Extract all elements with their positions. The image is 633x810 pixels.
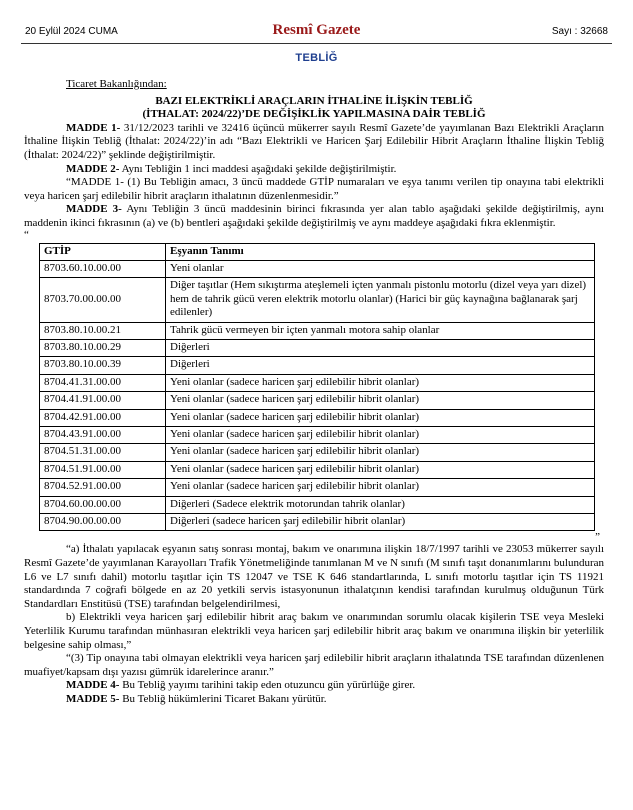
page-header: [21, 18, 612, 42]
issue-date: 20 Eylül 2024 CUMA: [25, 26, 118, 37]
paragraph-b: b) Elektrikli veya haricen şarj edilebilir hibrit araç bakım ve onarımından sorumlu olacak kişilerin TSE veya Mesleki Yeterlilik Kurumu tarafından münhasıran elektrikli veya haricen şarj edilebilir hibrit araç bakım ve onarımına ilişkin bir yeterlilik belgesine sahip olması,”: [24, 611, 604, 651]
description-cell: Diğerleri (Sadece elektrik motorundan tahrik olanlar): [166, 496, 595, 513]
paragraph-3: “(3) Tip onayına tabi olmayan elektrikli veya haricen şarj edilebilir hibrit araçların ithalatında TSE tarafından düzenlenen muafiyet/kapsam dışı yazısı gümrük idarelerince aranır.”: [24, 652, 604, 678]
gtip-code-cell: 8703.70.00.00.00: [40, 278, 166, 322]
gazette-name: Resmî Gazete: [272, 22, 361, 38]
article-1: [24, 122, 604, 163]
gtip-code-cell: 8704.41.91.00.00: [40, 392, 166, 409]
description-cell: Diğerleri (sadece haricen şarj edilebilir hibrit olanlar): [166, 514, 595, 531]
article-1-label: MADDE 1-: [66, 121, 121, 134]
document-body: [24, 78, 604, 707]
article-4: [24, 679, 604, 693]
description-cell: Diğer taşıtlar (Hem sıkıştırma ateşlemeli içten yanmalı pistonlu motorlu (dizel veya yarı dizel) hem de tahrik gücü veren elektrik motorlu olanlar) (Harici bir güç kaynağına bağlanarak şarj edilenler): [166, 278, 595, 322]
gtip-code-cell: 8704.43.91.00.00: [40, 427, 166, 444]
description-cell: Yeni olanlar (sadece haricen şarj edilebilir hibrit olanlar): [166, 392, 595, 409]
gtip-code-cell: 8703.80.10.00.39: [40, 357, 166, 374]
section-title: TEBLİĞ: [295, 52, 338, 64]
description-cell: Yeni olanlar (sadece haricen şarj edilebilir hibrit olanlar): [166, 444, 595, 461]
description-cell: Tahrik gücü vermeyen bir içten yanmalı motora sahip olanlar: [166, 322, 595, 339]
description-cell: Yeni olanlar (sadece haricen şarj edilebilir hibrit olanlar): [166, 427, 595, 444]
description-cell: Yeni olanlar (sadece haricen şarj edilebilir hibrit olanlar): [166, 374, 595, 391]
article-2: [24, 163, 604, 177]
document-title: [24, 95, 604, 122]
gtip-code-cell: 8704.41.31.00.00: [40, 374, 166, 391]
article-2-text: Aynı Tebliğin 1 inci maddesi aşağıdaki şekilde değiştirilmiştir.: [119, 162, 397, 175]
article-4-label: MADDE 4-: [66, 679, 120, 692]
open-quote: “: [24, 228, 29, 241]
description-cell: Yeni olanlar (sadece haricen şarj edilebilir hibrit olanlar): [166, 461, 595, 478]
article-5-text: Bu Tebliğ hükümlerini Ticaret Bakanı yürütür.: [119, 692, 327, 705]
gtip-code-cell: 8704.51.31.00.00: [40, 444, 166, 461]
table-row: [40, 461, 595, 478]
article-3-label: MADDE 3-: [66, 203, 122, 216]
table-row: [40, 496, 595, 513]
table-body: [40, 260, 595, 531]
table-row: [40, 322, 595, 339]
gtip-code-cell: 8703.60.10.00.00: [40, 260, 166, 277]
table-row: [40, 374, 595, 391]
table-row: [40, 357, 595, 374]
gtip-code-cell: 8704.60.00.00.00: [40, 496, 166, 513]
description-cell: Diğerleri: [166, 357, 595, 374]
gtip-code-cell: 8704.52.91.00.00: [40, 479, 166, 496]
article-3: [24, 203, 604, 230]
article-2-quote: “MADDE 1- (1) Bu Tebliğin amacı, 3 üncü maddede GTİP numaraları ve eşya tanımı verilen tip onayına tabi elektrikli veya haricen şarj edilebilir hibrit araçların ithalatının düzenlenmesidir.”: [24, 176, 604, 202]
article-4-text: Bu Tebliğ yayımı tarihini takip eden otuzuncu gün yürürlüğe girer.: [119, 679, 416, 692]
title-line-2: (İTHALAT: 2024/22)’DE DEĞİŞİKLİK YAPILMASINA DAİR TEBLİĞ: [142, 108, 486, 121]
gtip-code-cell: 8703.80.10.00.29: [40, 339, 166, 356]
table-row: [40, 479, 595, 496]
article-5: [24, 693, 604, 707]
close-quote: ”: [595, 531, 600, 544]
description-cell: Yeni olanlar: [166, 260, 595, 277]
gtip-code-cell: 8704.42.91.00.00: [40, 409, 166, 426]
description-cell: Yeni olanlar (sadece haricen şarj edilebilir hibrit olanlar): [166, 479, 595, 496]
gtip-code-cell: 8703.80.10.00.21: [40, 322, 166, 339]
gtip-code-cell: 8704.90.00.00.00: [40, 514, 166, 531]
table-row: [40, 444, 595, 461]
table-row: [40, 427, 595, 444]
ministry-name: Ticaret Bakanlığından:: [66, 78, 167, 90]
col-header-description: Eşyanın Tanımı: [166, 243, 595, 260]
table-row: [40, 278, 595, 322]
article-1-text: 31/12/2023 tarihli ve 32416 üçüncü mükerrer sayılı Resmî Gazete’de yayımlanan Bazı Elektrikli Araçların İthaline İlişkin Tebliğ (İthalat: 2024/22)’in adı “Bazı Elektrikli ve Haricen Şarj Edilebilir Hibrit Araçların İthaline İlişkin Tebliğ (İthalat: 2024/22)” şeklinde değiştirilmiştir.: [24, 121, 604, 161]
table-row: [40, 392, 595, 409]
table-row: [40, 514, 595, 531]
table-header-row: [40, 243, 595, 260]
table-row: [40, 409, 595, 426]
article-3-text: Aynı Tebliğin 3 üncü maddesinin birinci fıkrasında yer alan tablo aşağıdaki şekilde değiştirilmiş, aynı maddenin ikinci fıkrasının (a) ve (b) bentleri aşağıdaki şekilde değiştirilmiş ve aynı maddeye aşağıdaki fıkra eklenmiştir.: [24, 203, 604, 229]
table-row: [40, 339, 595, 356]
gtip-table: [39, 243, 595, 532]
title-line-1: BAZI ELEKTRİKLİ ARAÇLARIN İTHALİNE İLİŞKİN TEBLİĞ: [155, 94, 473, 107]
issue-number: Sayı : 32668: [551, 26, 608, 37]
description-cell: Yeni olanlar (sadece haricen şarj edilebilir hibrit olanlar): [166, 409, 595, 426]
col-header-gtip: GTİP: [40, 243, 166, 260]
header-divider: [21, 43, 612, 44]
gtip-code-cell: 8704.51.91.00.00: [40, 461, 166, 478]
article-5-label: MADDE 5-: [66, 692, 120, 705]
description-cell: Diğerleri: [166, 339, 595, 356]
paragraph-a: “a) İthalatı yapılacak eşyanın satış sonrası montaj, bakım ve onarımına ilişkin 18/7/1997 tarihli ve 23053 mükerrer sayılı Resmî Gazete’de yayımlanan Karayolları Trafik Yönetmeliğinde tanımlanan M ve N sınıfı (M sınıfı taşıt donanımlarını bulunduran L6 ve L7 sınıfı dahil) motorlu taşıtlar için TS 12047 ve TSE K 646 standartlarında, L sınıfı motorlu taşıtlar için TS 11921 standardında 7 coğrafi bölgede en az 20 yetkili servis istasyonunun ithalatçının kendisi tarafından kurulmuş olduğunun Türk Standardları Enstitüsü (TSE) tarafından belgelendirilmesi,: [24, 543, 604, 610]
article-2-label: MADDE 2-: [66, 162, 120, 175]
table-row: [40, 260, 595, 277]
